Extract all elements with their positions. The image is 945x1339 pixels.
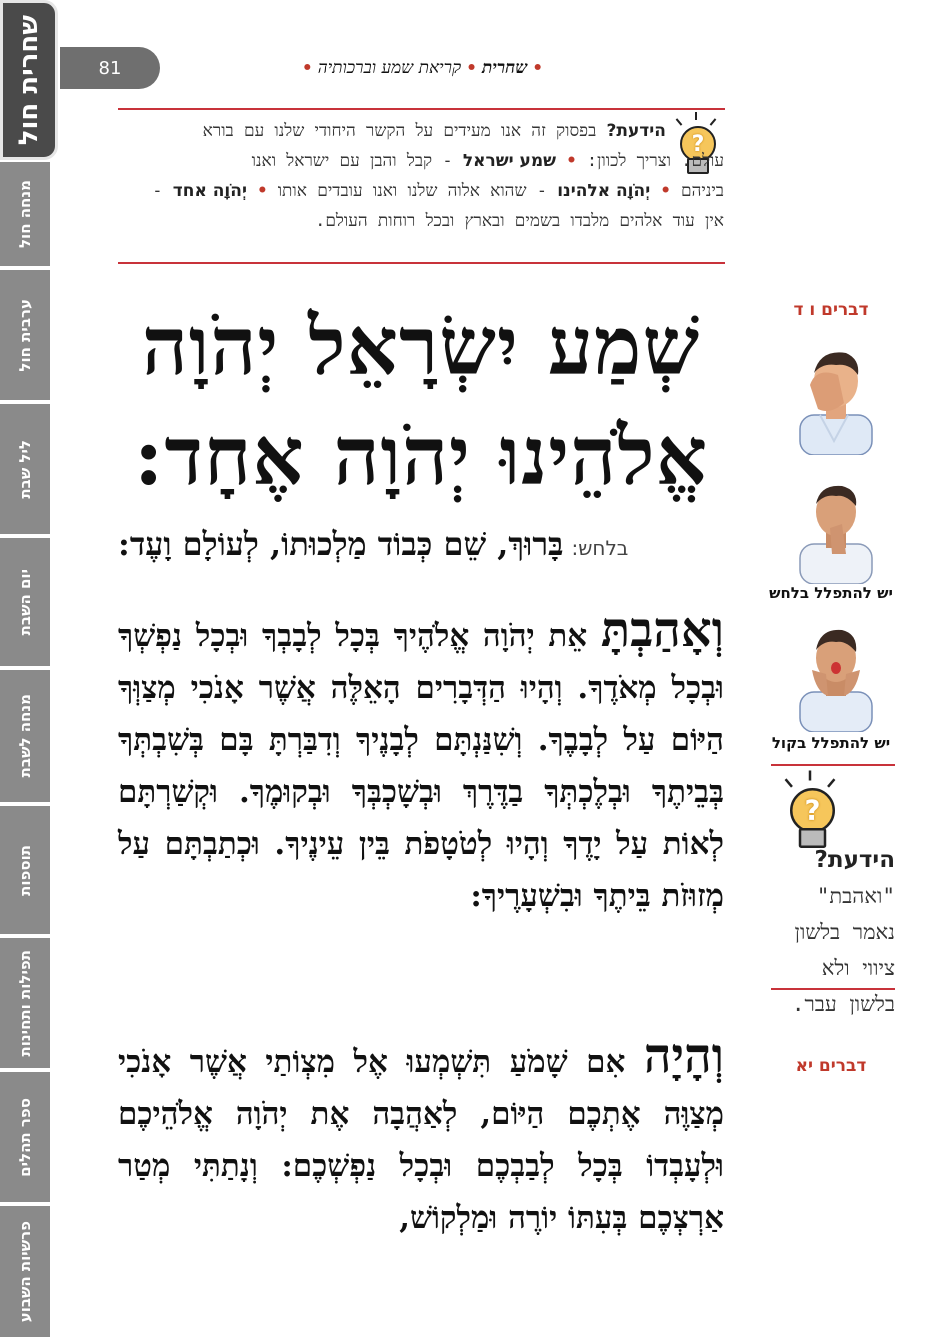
divider	[118, 108, 725, 110]
tab-label: ליל שבת	[16, 439, 34, 499]
shema-line-1: שְׁמַע יִשְׂרָאֵל יְהֹוָה	[141, 299, 701, 393]
tab-sefer-tehilim[interactable]	[0, 1072, 50, 1204]
tab-tefilot-vetchinot[interactable]	[0, 938, 50, 1070]
did-text: - קבל והבן עם ישראל ואנו	[251, 151, 463, 171]
tab-label: יום השבת	[16, 568, 34, 636]
page-number: 81	[60, 47, 160, 89]
bullet-icon: •	[301, 58, 313, 78]
tab-label: מנחה לשבת	[16, 694, 34, 778]
tab-mincha-chol[interactable]	[0, 162, 50, 268]
veahavta-opening: וְאָהַבְתָּ	[600, 602, 724, 658]
lightbulb-icon: ?	[672, 118, 720, 174]
did-text: ביניהם	[680, 181, 724, 201]
shema-line-2: אֱלֹהֵינוּ יְהֹוָה אֶחָד:	[133, 409, 709, 503]
tab-label: מנחה חול	[16, 179, 34, 248]
did-you-know-label: הידעת?	[606, 121, 666, 141]
tab-label: פרשיות השבוע	[16, 1220, 34, 1323]
whisper-label: בלחש:	[571, 536, 629, 560]
did-you-know-side	[771, 842, 895, 1022]
bullet-icon: •	[466, 58, 477, 78]
term-echad: יְהֹוָה אחד	[172, 181, 247, 201]
did-text: "ואהבת" נאמר בלשון ציווי ולא בלשון עבר.	[791, 884, 895, 1016]
veahavta-paragraph	[118, 604, 724, 922]
vehaya-paragraph	[118, 1030, 724, 1244]
baruch-shem	[118, 525, 712, 563]
did-you-know-top: הידעת? בפסוק זה אנו מעידים על הקשר היחודי שלנו עם בורא עולם. וצריך לכוון: • שמע ישראל - קבל והבן עם ישראל ואנו ביניהם • יְהֹוָה אלהינו - שהוא אלוה שלנו ואנו עובדים אותו • יְהֹוָה אחד - אין עוד אלהים מלבדו בשמים ובארץ ובכל רוחות העולם.	[118, 116, 724, 236]
vehaya-text: אִם שָׁמֹעַ תִּשְׁמְעוּ אֶל מִצְוֹתַי אֲשֶׁר אָנֹכִי מְצַוֶּה אֶתְכֶם הַיּוֹם, לְאַהֲבָה אֶת יְהֹוָה אֱלֹהֵיכֶם וּלְעָבְדוֹ בְּכָל לְבַבְכֶם וּבְכָל נַפְשְׁכֶם: וְנָתַתִּי מְטַר אַרְצְכֶם בְּעִתּוֹ יוֹרֶה וּמַלְקוֹשׁ,	[118, 1044, 724, 1236]
baruch-text: בָּרוּךְ, שֵׁם כְּבוֹד מַלְכוּתוֹ, לְעוֹלָם וָעֶד:	[118, 525, 564, 563]
bullet-icon: •	[532, 58, 544, 78]
did-text: בפסוק זה אנו מעידים על הקשר היחודי שלנו עם בורא	[202, 121, 607, 141]
tab-shacharit-chol[interactable]	[0, 0, 58, 160]
running-head	[120, 58, 725, 84]
tab-arvit-chol[interactable]	[0, 270, 50, 402]
did-text: - שהוא אלוה שלנו ואנו עובדים אותו	[277, 181, 558, 201]
running-head-title: קריאת שמע וברכותיה	[317, 58, 462, 78]
tab-parashot-hashavua[interactable]	[0, 1206, 50, 1339]
tab-label: ספר תהלים	[16, 1097, 34, 1177]
side-navigation	[0, 0, 62, 1339]
tab-label: תפילות ותחינות	[16, 949, 34, 1057]
man-whispering-figure	[790, 478, 882, 584]
did-text: עולם. וצריך לכוון:	[586, 151, 724, 171]
veahavta-text: אֵת יְהֹוָה אֱלֹהֶיךָ בְּכָל לְבָבְךָ וּבְכָל נַפְשְׁךָ וּבְכָל מְאֹדֶךָ. וְהָיוּ הַדְּבָרִים הָאֵלֶּה אֲשֶׁר אָנֹכִי מְצַוְּךָ הַיּוֹם עַל לְבָבֶךָ. וְשִׁנַּנְתָּם לְבָנֶיךָ וְדִבַּרְתָּ בָּם בְּשִׁבְתְּךָ בְּבֵיתֶךָ וּבְלֶכְתְּךָ בַדֶּרֶךְ וּבְשָׁכְבְּךָ וּבְקוּמֶךָ. וּקְשַׁרְתָּם לְאוֹת עַל יָדֶךָ וְהָיוּ לְטֹטָפֹת בֵּין עֵינֶיךָ. וּכְתַבְתָּם עַל מְזוּזֹת בֵּיתֶךָ וּבִשְׁעָרֶיךָ:	[118, 618, 724, 914]
tab-label: שחרית חול	[14, 14, 44, 146]
term-elokeinu: יְהֹוָה אלהינו	[557, 181, 651, 201]
did-you-know-label: הידעת?	[814, 847, 895, 873]
term-shema-israel: שמע ישראל	[462, 151, 557, 171]
divider	[771, 988, 895, 990]
tab-label: ערבית חול	[16, 298, 34, 372]
did-text: אין עוד אלהים מלבדו בשמים ובארץ ובכל רוחות העולם.	[315, 211, 724, 231]
vehaya-opening: וְהָיָה	[643, 1028, 724, 1084]
source-reference-devarim-6: דברים ו ד	[793, 300, 869, 320]
caption-aloud: יש להתפלל בקול	[771, 734, 891, 752]
running-head-section: שחרית	[481, 58, 528, 78]
man-praying-aloud-figure	[790, 622, 882, 732]
lightbulb-icon: ?	[780, 778, 840, 848]
tab-tosafot[interactable]	[0, 806, 50, 936]
tab-label: תוספות	[16, 844, 34, 896]
caption-whisper: יש להתפלל בלחש	[769, 584, 893, 602]
tab-yom-hashabbat[interactable]	[0, 538, 50, 668]
tab-mincha-leshabbat[interactable]	[0, 670, 50, 804]
divider	[118, 262, 725, 264]
tab-leil-shabbat[interactable]	[0, 404, 50, 536]
man-covering-eyes-figure	[790, 345, 882, 455]
source-reference-devarim-11: דברים יא	[795, 1056, 867, 1076]
divider	[771, 764, 895, 766]
